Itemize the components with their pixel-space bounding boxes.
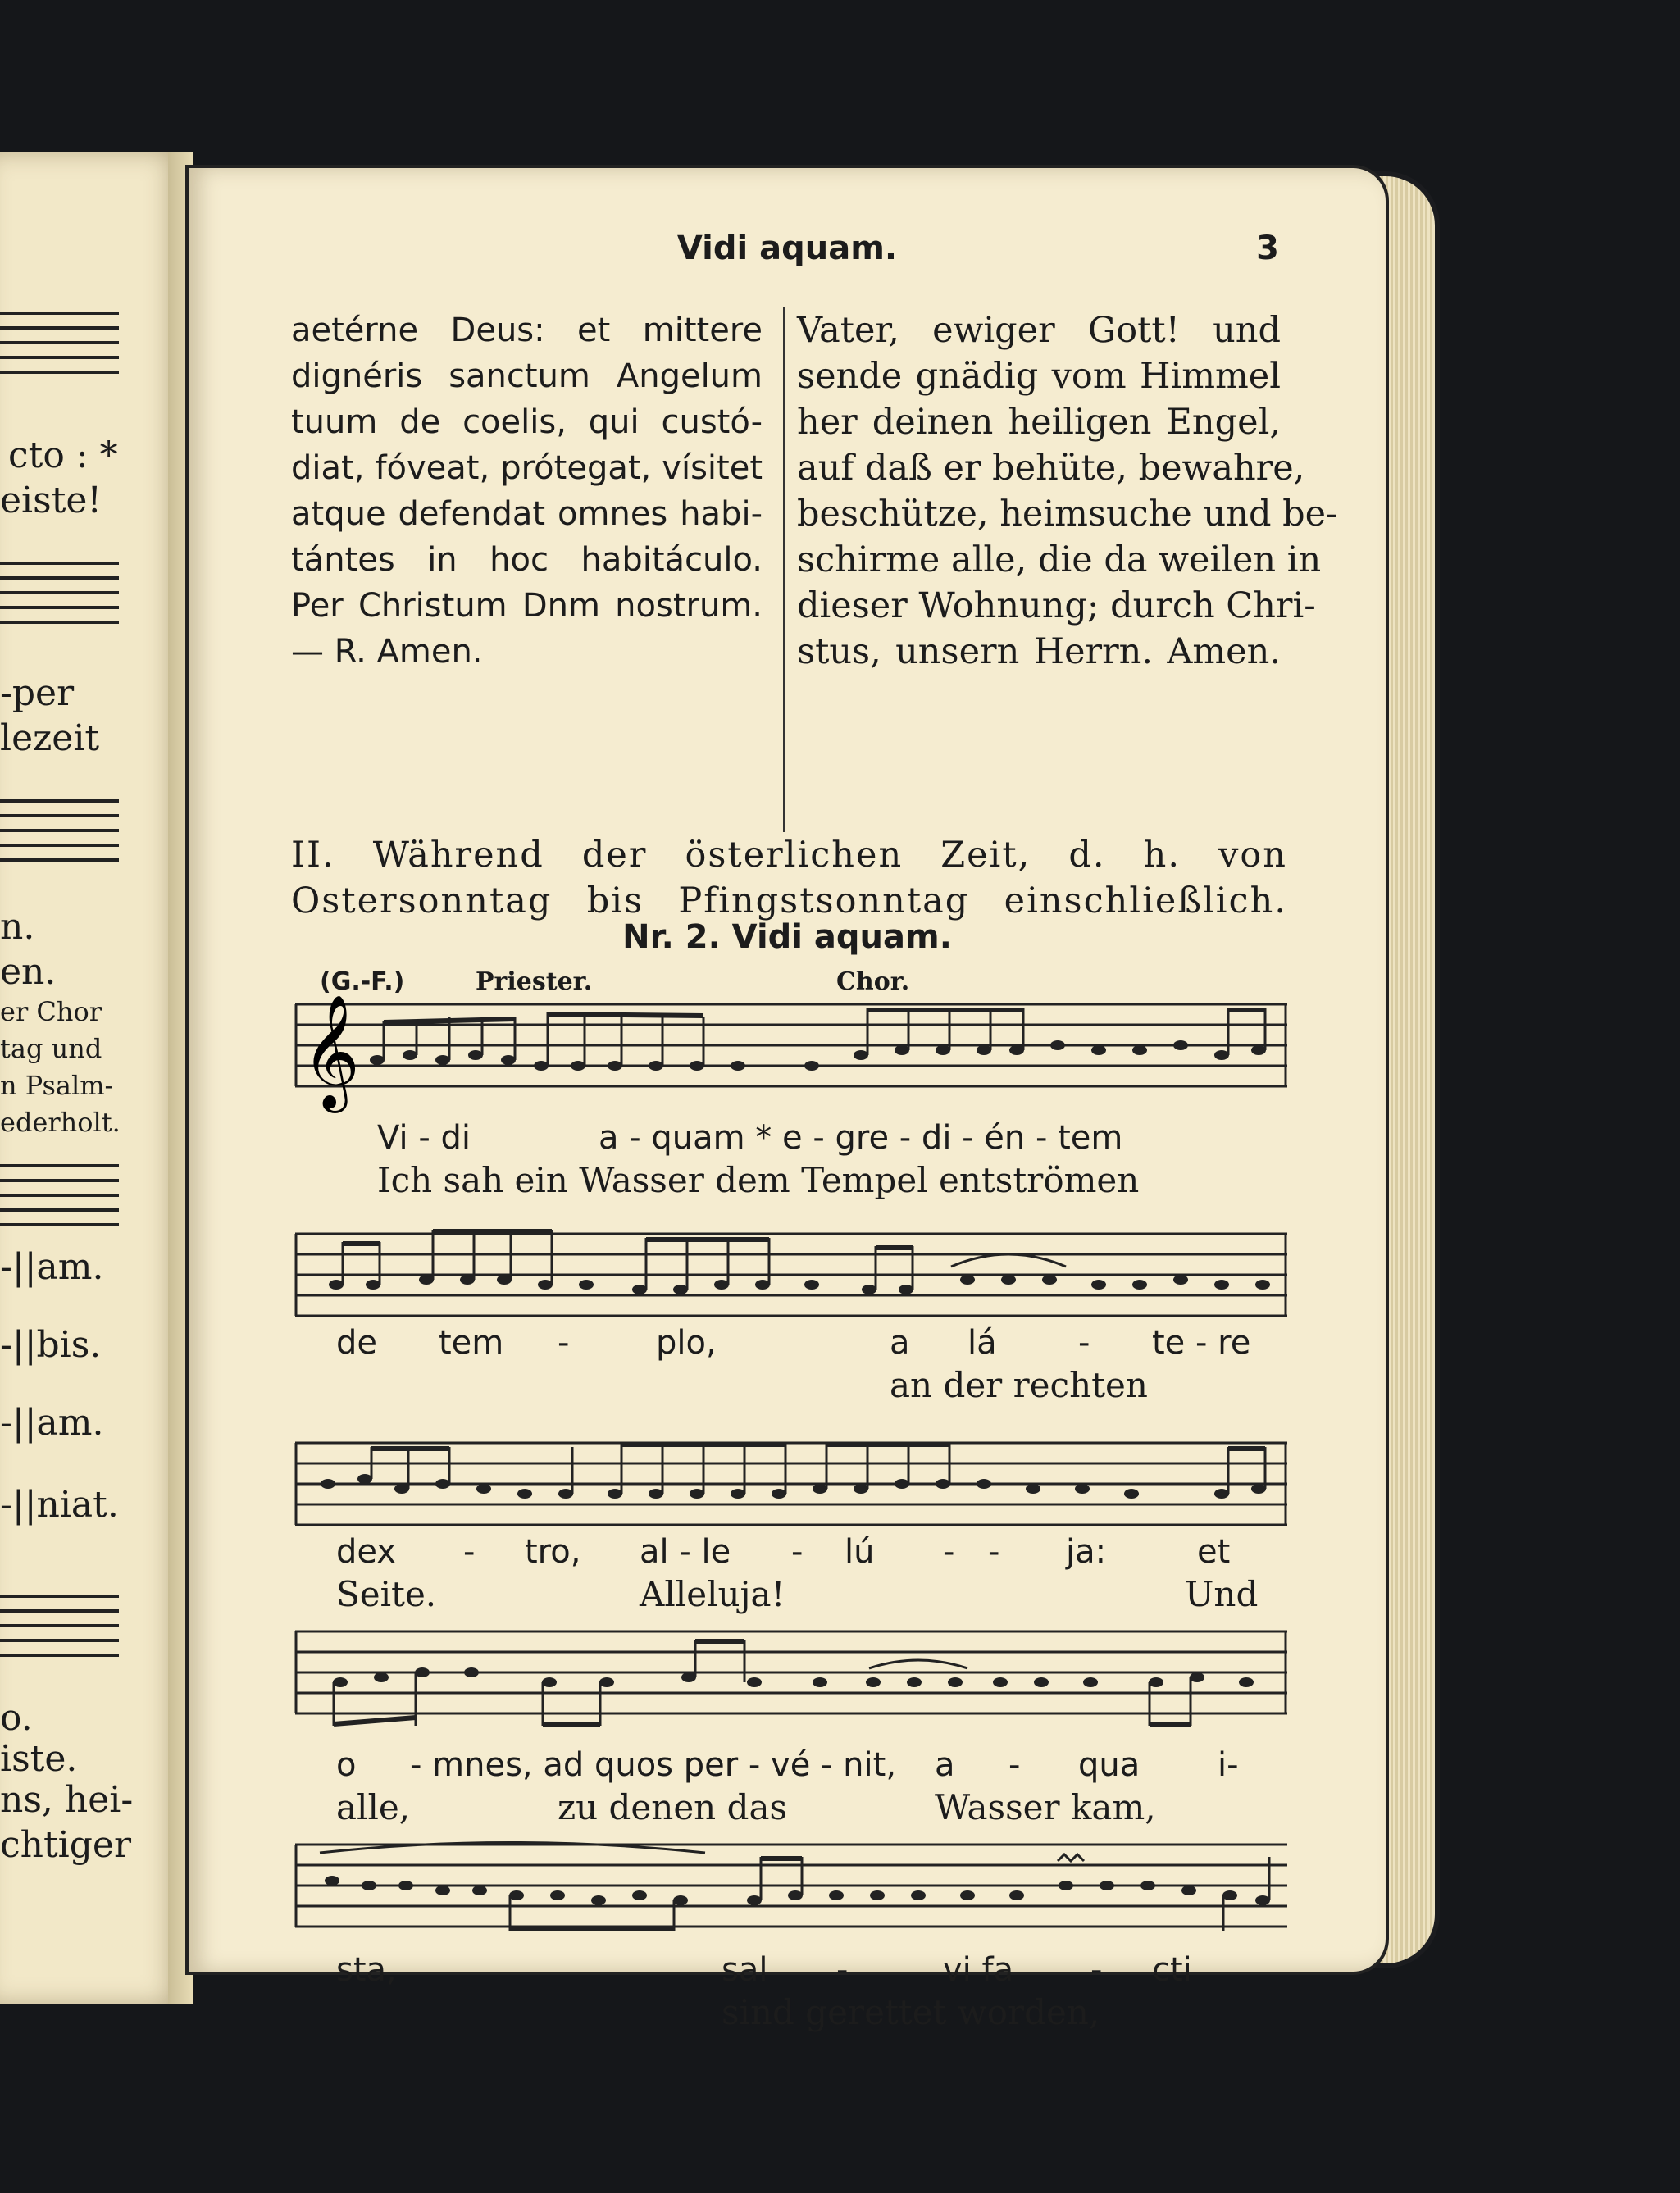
- column-divider: [783, 307, 785, 832]
- latin-column: [291, 307, 763, 675]
- left-fragment: n Psalm-: [0, 1070, 114, 1101]
- note-heads: [325, 1876, 1270, 1905]
- lyric-latin: Vi - di: [377, 1119, 471, 1157]
- lyric-latin: -: [1008, 1746, 1021, 1784]
- latin-line: — R. Amen.: [291, 633, 483, 671]
- lyric-latin: sta,: [336, 1951, 397, 1989]
- left-staff-fragment: [0, 562, 119, 635]
- staff-lines: [295, 1623, 1287, 1738]
- latin-line: tántes in hoc habitáculo.: [291, 541, 763, 579]
- lyric-latin: plo,: [656, 1324, 717, 1362]
- german-line: beschütze, heimsuche und be-: [797, 494, 1338, 535]
- lyric-latin: cti: [1152, 1951, 1192, 1989]
- lyric-latin: vi fa: [943, 1951, 1014, 1989]
- lyric-latin: a: [935, 1746, 955, 1784]
- lyric-latin: - mnes, ad quos per - vé - nit,: [410, 1746, 897, 1784]
- left-fragment: ns, hei-: [0, 1779, 134, 1821]
- latin-line: Per Christum Dnm nostrum.: [291, 587, 763, 625]
- lyric-latin: sal: [722, 1951, 768, 1989]
- music-staff-3: [295, 1435, 1287, 1533]
- left-fragment: er Chor: [0, 996, 102, 1027]
- lyric-latin: -: [463, 1533, 476, 1571]
- latin-line: dignéris sanctum Angelum: [291, 357, 763, 395]
- music-staff-2: [295, 1226, 1287, 1324]
- section-line: II. Während der österlichen Zeit, d. h. von: [291, 835, 1287, 876]
- left-staff-fragment: [0, 799, 119, 873]
- left-fragment: eiste!: [0, 480, 102, 521]
- lyric-latin: et: [1197, 1533, 1231, 1571]
- music-staff-5: [295, 1836, 1287, 1943]
- left-fragment: iste.: [0, 1738, 78, 1780]
- german-line: dieser Wohnung; durch Chri-: [797, 585, 1316, 626]
- lyric-german: an der rechten: [890, 1365, 1148, 1405]
- lyric-latin: o: [336, 1746, 357, 1784]
- lyric-german: sind gerettet worden,: [722, 1992, 1100, 2032]
- left-fragment: -||am.: [0, 1402, 104, 1444]
- lyric-german: zu denen das: [558, 1787, 788, 1827]
- lyric-latin: dex: [336, 1533, 396, 1571]
- running-header: Vidi aquam.: [676, 230, 898, 267]
- lyric-latin: -: [1090, 1951, 1103, 1989]
- lyric-latin: ja:: [1066, 1533, 1107, 1571]
- choir-marking: Chor.: [836, 967, 910, 996]
- left-fragment: cto : *: [8, 435, 118, 476]
- left-fragment: lezeit: [0, 717, 100, 759]
- lyric-latin: -: [791, 1533, 804, 1571]
- staff-lines: [295, 1226, 1287, 1324]
- left-fragment: -per: [0, 672, 75, 714]
- note-heads: [329, 1275, 1270, 1294]
- lyric-latin: al - le: [640, 1533, 731, 1571]
- german-line: her deinen heiligen Engel,: [797, 402, 1281, 443]
- lyric-latin: de: [336, 1324, 377, 1362]
- music-staff-1: [295, 994, 1287, 1108]
- section-line: Ostersonntag bis Pfingstsonntag einschließlich.: [291, 880, 1287, 921]
- lyric-german: Ich sah ein Wasser dem Tempel entströmen: [377, 1160, 1140, 1200]
- lyric-german: Und: [1185, 1574, 1259, 1614]
- priest-marking: Priester.: [476, 967, 593, 996]
- treble-clef-icon: 𝄞: [302, 994, 360, 1108]
- left-fragment: -||niat.: [0, 1484, 119, 1526]
- lyric-latin: tem: [439, 1324, 504, 1362]
- lyric-latin: -: [988, 1533, 1000, 1571]
- note-heads: [321, 1474, 1266, 1499]
- left-fragment: n.: [0, 906, 35, 948]
- lyric-latin: -: [558, 1324, 570, 1362]
- staff-lines: [295, 994, 1287, 1108]
- section-heading: [291, 832, 1287, 924]
- lyric-latin: -: [943, 1533, 955, 1571]
- lyric-latin: a - quam * e - gre - di - én - tem: [599, 1119, 1123, 1157]
- lyric-latin: a: [890, 1324, 910, 1362]
- left-fragment: ederholt.: [0, 1107, 121, 1138]
- music-staff-4: [295, 1623, 1287, 1738]
- left-fragment: chtiger: [0, 1824, 131, 1866]
- lyric-latin: tro,: [525, 1533, 581, 1571]
- latin-line: aetérne Deus: et mittere: [291, 312, 763, 349]
- mode-marking: (G.-F.): [320, 967, 405, 996]
- staff-lines: [295, 1435, 1287, 1533]
- latin-line: atque defendat omnes habi-: [291, 495, 763, 533]
- lyric-german: alle,: [336, 1787, 411, 1827]
- piece-title: Nr. 2. Vidi aquam.: [622, 918, 952, 956]
- lyric-latin: -: [836, 1951, 849, 1989]
- german-line: auf daß er behüte, bewahre,: [797, 448, 1305, 489]
- german-column: [797, 307, 1338, 675]
- left-fragment: tag und: [0, 1033, 102, 1064]
- left-staff-fragment: [0, 1164, 119, 1238]
- german-line: sende gnädig vom Himmel: [797, 356, 1281, 397]
- left-staff-fragment: [0, 312, 119, 385]
- lyric-german: Alleluja!: [640, 1574, 785, 1614]
- right-page: [189, 168, 1386, 2032]
- left-page: [0, 152, 184, 2004]
- german-line: schirme alle, die da weilen in: [797, 539, 1322, 580]
- left-fragment: o.: [0, 1697, 33, 1739]
- lyric-latin: qua: [1078, 1746, 1140, 1784]
- german-line: stus, unsern Herrn. Amen.: [797, 631, 1281, 672]
- lyric-latin: lá: [967, 1324, 997, 1362]
- page-number: 3: [1256, 230, 1279, 267]
- staff-lines: [295, 1836, 1287, 1943]
- note-heads: [333, 1667, 1254, 1687]
- lyric-latin: i-: [1218, 1746, 1239, 1784]
- lyric-german: Wasser kam,: [935, 1787, 1156, 1827]
- german-line: Vater, ewiger Gott! und: [797, 310, 1281, 351]
- left-fragment: -||bis.: [0, 1324, 102, 1366]
- lyric-latin: lú: [845, 1533, 875, 1571]
- lyric-latin: -: [1078, 1324, 1090, 1362]
- lyric-latin: te - re: [1152, 1324, 1251, 1362]
- latin-line: tuum de coelis, qui custó-: [291, 403, 763, 441]
- left-fragment: -||am.: [0, 1246, 104, 1288]
- left-staff-fragment: [0, 1595, 119, 1668]
- left-fragment: en.: [0, 951, 57, 993]
- lyric-german: Seite.: [336, 1574, 437, 1614]
- latin-line: diat, fóveat, prótegat, vísitet: [291, 449, 763, 487]
